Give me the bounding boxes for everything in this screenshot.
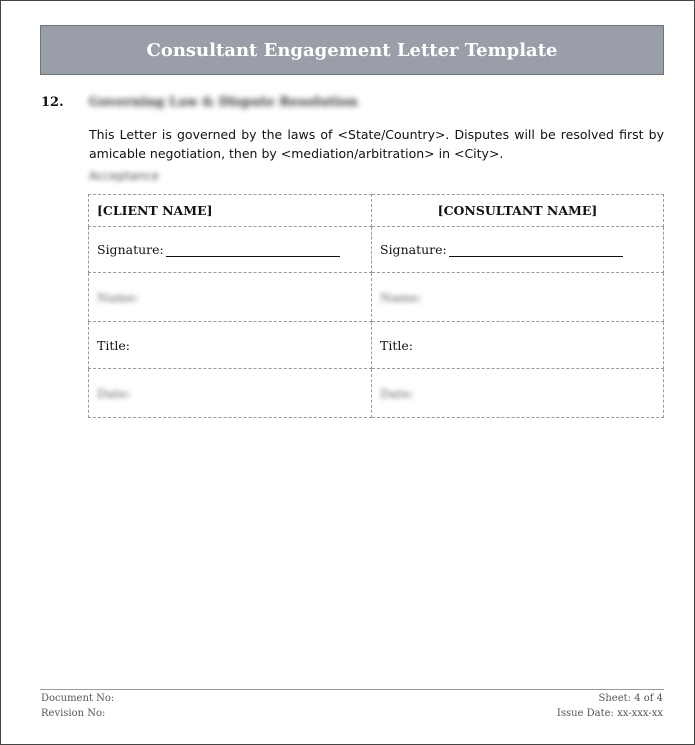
client-signature-cell: [89, 227, 372, 273]
document-title-bar: [40, 25, 664, 75]
document-title: Consultant Engagement Letter Template: [146, 39, 558, 61]
client-date-cell[interactable]: [89, 369, 372, 418]
section-heading: Governing Law & Dispute Resolution: [89, 95, 358, 110]
footer-left: [41, 691, 114, 721]
consultant-name-header: [CONSULTANT NAME]: [372, 195, 664, 227]
revision-number-label: Revision No:: [41, 708, 106, 719]
title-row: [89, 322, 664, 369]
consultant-title-label: Title:: [380, 337, 413, 353]
consultant-title-cell[interactable]: [372, 322, 664, 369]
consultant-signature-line[interactable]: [449, 242, 623, 257]
document-number-label: Document No:: [41, 693, 115, 704]
signature-row: [89, 227, 664, 273]
footer-right: [557, 691, 663, 721]
issue-date: Issue Date: xx-xxx-xx: [556, 708, 663, 719]
client-date-label: Date:: [97, 385, 132, 401]
section-body-text: This Letter is governed by the laws of <State/Country>. Disputes will be resolved first by amicable negotiation, then by <mediation/arbitration> in <City>.: [89, 127, 664, 161]
consultant-signature-cell: [372, 227, 664, 273]
name-row: [89, 273, 664, 322]
consultant-name-label: Name:: [380, 289, 422, 305]
client-name-cell[interactable]: [89, 273, 372, 322]
date-row: [89, 369, 664, 418]
consultant-date-label: Date:: [380, 385, 415, 401]
consultant-name-cell[interactable]: [372, 273, 664, 322]
consultant-date-cell[interactable]: [372, 369, 664, 418]
client-signature-line[interactable]: [166, 242, 340, 257]
sheet-number: Sheet: 4 of 4: [598, 693, 663, 704]
signature-table-header-row: [89, 195, 664, 227]
signature-table: [88, 194, 664, 418]
section-number: 12.: [41, 95, 64, 110]
footer-divider: [40, 689, 664, 690]
acceptance-subheading: Acceptance: [89, 169, 159, 183]
client-name-label: Name:: [97, 289, 139, 305]
client-name-header: [CLIENT NAME]: [89, 195, 372, 227]
client-title-cell[interactable]: [89, 322, 372, 369]
client-signature-label: Signature:: [97, 242, 164, 257]
client-title-label: Title:: [97, 337, 130, 353]
consultant-signature-label: Signature:: [380, 242, 447, 257]
